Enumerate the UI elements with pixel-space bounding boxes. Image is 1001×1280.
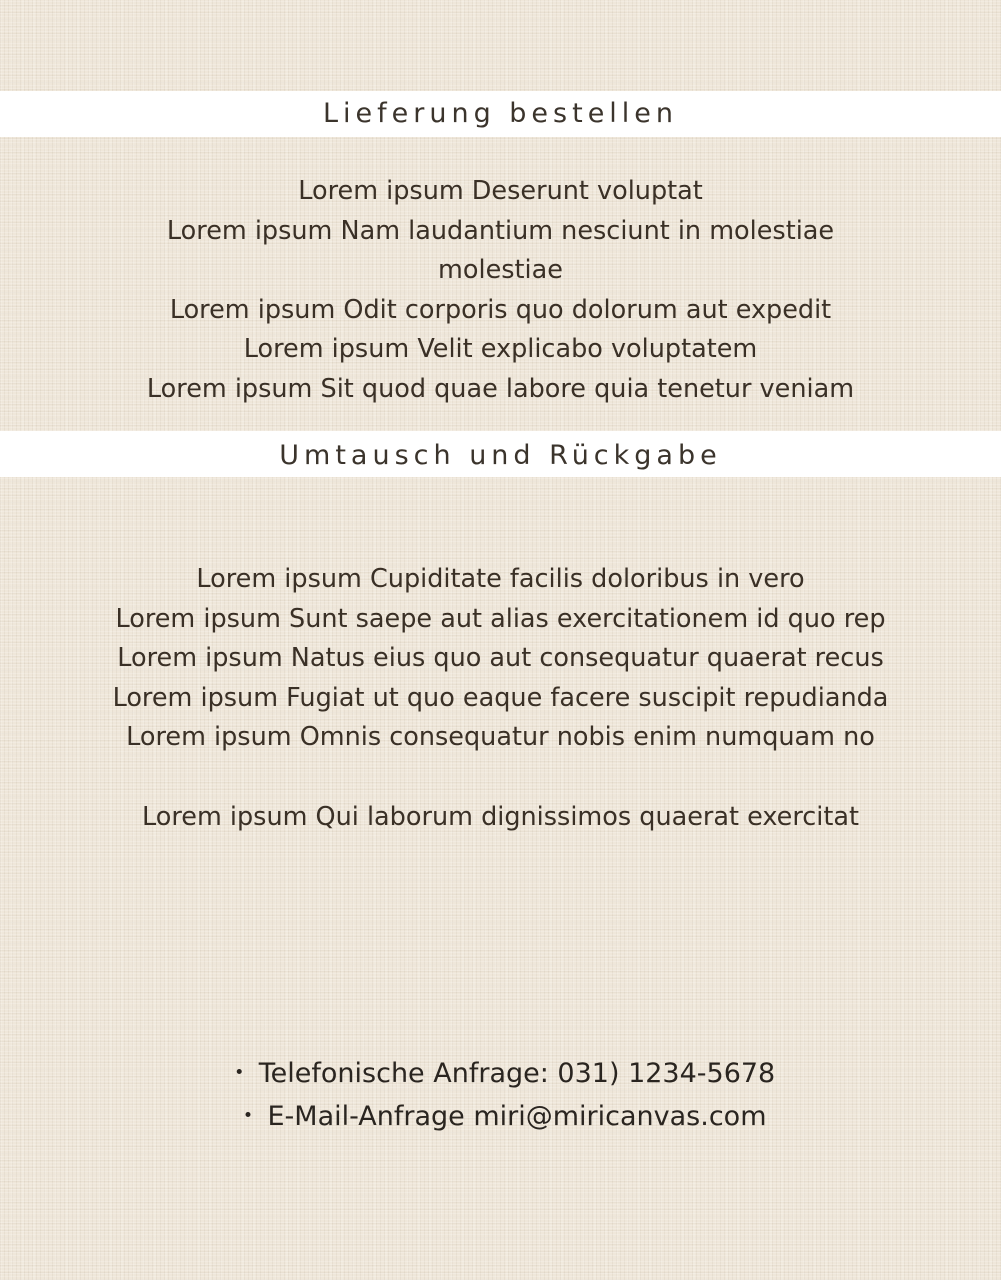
- bullet-icon: ・: [234, 1101, 262, 1132]
- contact-phone-item: [0, 1052, 1001, 1095]
- contact-email-link[interactable]: E-Mail-Anfrage miri@miricanvas.com: [267, 1101, 767, 1132]
- returns-section-body: [0, 560, 1001, 837]
- delivery-text-line: molestiae: [438, 255, 563, 286]
- delivery-text-line: Lorem ipsum Deserunt voluptat: [298, 176, 703, 206]
- delivery-section-title: Lieferung bestellen: [322, 98, 679, 129]
- contact-phone: Telefonische Anfrage: 031) 1234-5678: [258, 1058, 776, 1089]
- contact-info: [0, 1052, 1001, 1138]
- contact-email-item: [0, 1095, 1001, 1138]
- returns-text-line: Lorem ipsum Omnis consequatur nobis enim numquam no: [126, 722, 875, 753]
- returns-text-line: Lorem ipsum Sunt saepe aut alias exercitationem id quo rep: [115, 603, 886, 634]
- returns-extra-line: Lorem ipsum Qui laborum dignissimos quaerat exercitat: [141, 801, 860, 832]
- returns-spacer: [0, 758, 1001, 798]
- delivery-section-body: [0, 172, 1001, 410]
- delivery-text-line: Lorem ipsum Velit explicabo voluptatem: [243, 334, 758, 365]
- delivery-text-line: Lorem ipsum Nam laudantium nesciunt in molestiae: [166, 215, 835, 246]
- delivery-text-line: Lorem ipsum Sit quod quae labore quia tenetur veniam: [146, 373, 855, 404]
- returns-section-title: Umtausch und Rückgabe: [279, 440, 722, 471]
- returns-text-line: Lorem ipsum Natus eius quo aut consequatur quaerat recus: [117, 643, 884, 674]
- bullet-icon: ・: [225, 1058, 253, 1089]
- returns-text-line: Lorem ipsum Fugiat ut quo eaque facere suscipit repudianda: [112, 682, 889, 713]
- returns-section-title-bar: [0, 431, 1001, 477]
- delivery-section-title-bar: [0, 91, 1001, 137]
- delivery-text-line: Lorem ipsum Odit corporis quo dolorum aut expedit: [169, 294, 832, 325]
- returns-text-line: Lorem ipsum Cupiditate facilis doloribus in vero: [196, 564, 805, 594]
